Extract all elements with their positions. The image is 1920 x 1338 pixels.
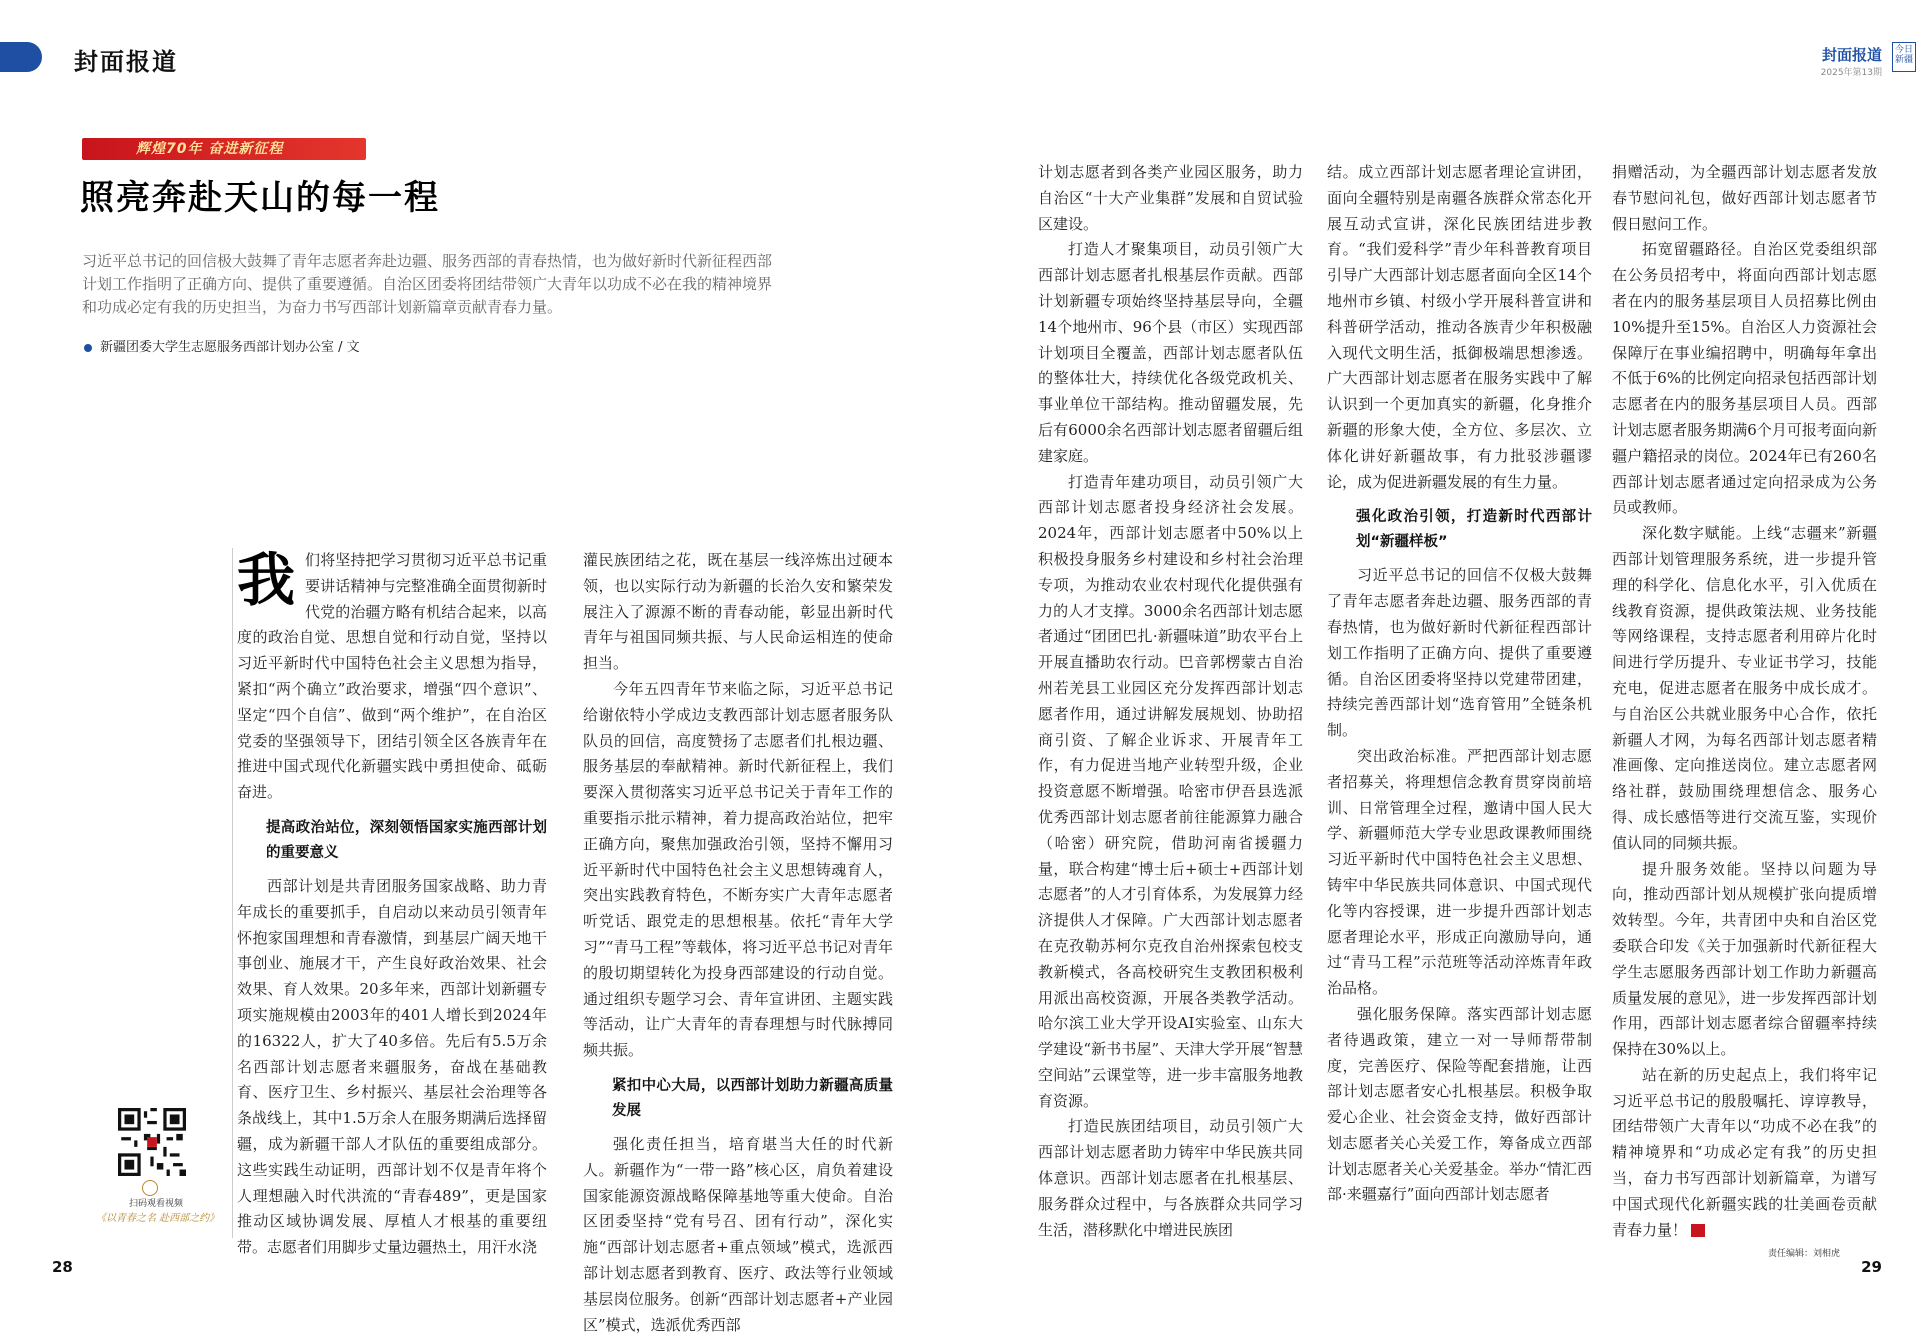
body-column-2: [583, 548, 893, 1334]
paragraph: 强化责任担当，培育堪当大任的时代新人。新疆作为“一带一路”核心区，肩负着建设国家能源资源战略保障基地等重大使命。自治区团委坚持“党有号召、团有行动”，深化实施“西部计划志愿者+重点领域”模式，选派西部计划志愿者到教育、医疗、政法等行业领域基层岗位服务。创新“西部计划志愿者+产业园区”模式，选派优秀西部: [583, 1134, 893, 1334]
qr-caption-line2: 《以青春之名 赴西部之约》: [96, 1213, 220, 1224]
article-headline: 照亮奔赴天山的每一程: [80, 178, 440, 218]
paragraph: 捐赠活动，为全疆西部计划志愿者发放春节慰问礼包，做好西部计划志愿者节假日慰问工作。: [1612, 163, 1877, 233]
banner-text: 辉煌70年 奋进新征程: [136, 141, 284, 157]
body-column-1: [237, 546, 547, 1257]
subheading: 强化政治引领，打造新时代西部计划“新疆样板”: [1356, 509, 1592, 551]
subheading: 紧扣中心大局，以西部计划助力新疆高质量发展: [612, 1077, 893, 1119]
subheading: 提高政治站位，深刻领悟国家实施西部计划的重要意义: [266, 819, 547, 861]
byline-text: 新疆团委大学生志愿服务西部计划办公室 / 文: [100, 340, 360, 355]
bullet-icon: [84, 344, 92, 352]
paragraph: 打造人才聚集项目，动员引领广大西部计划志愿者扎根基层作贡献。西部计划新疆专项始终坚持基层导向，全疆14个地州市、96个县（市区）实现西部计划项目全覆盖，西部计划志愿者队伍的整体壮大，持续优化各级党政机关、事业单位干部结构。推动留疆发展，先后有6000余名西部计划志愿者留疆后组建家庭。: [1038, 240, 1303, 465]
end-mark-icon: [1691, 1224, 1705, 1237]
paragraph: 打造青年建功项目，动员引领广大西部计划志愿者投身经济社会发展。2024年，西部计划志愿者中50%以上积极投身服务乡村建设和乡村社会治理专项，为推动农业农村现代化提供强有力的人才支撑。3000余名西部计划志愿者通过“团团巴扎·新疆味道”助农平台上开展直播助农行动。巴音郭楞蒙古自治州若羌县工业园区充分发挥西部计划志愿者作用，通过讲解发展规划、协助招商引资、了解企业诉求、开展青年工作，有力促进当地产业转型升级，企业投资意愿不断增强。哈密市伊吾县选派优秀西部计划志愿者前往能源算力融合（哈密）研究院，借助河南省援疆力量，联合构建“博士后+硕士+西部计划志愿者”的人才引育体系，为发展算力经济提供人才保障。广大西部计划志愿者在克孜勒苏柯尔克孜自治州探索包校支教新模式，各高校研究生支教团积极利用派出高校资源，开展各类教学活动。哈尔滨工业大学开设AI实验室、山东大学建设“新书书屋”、天津大学开展“智慧空间站”云课堂等，进一步丰富服务地教育资源。: [1038, 472, 1303, 1110]
qr-caption: [96, 1196, 220, 1224]
brand-name: 封面报道: [1821, 46, 1882, 64]
anniversary-banner: [82, 138, 366, 160]
paragraph: 突出政治标准。严把西部计划志愿者招募关，将理想信念教育贯穿岗前培训、日常管理全过程，邀请中国人民大学、新疆师范大学专业思政课教师围绕习近平新时代中国特色社会主义思想、铸牢中华民族共同体意识、中国式现代化等内容授课，进一步提升西部计划志愿者理论水平，形成正向激励导向，通过“青马工程”示范班等活动淬炼青年政治品格。: [1327, 746, 1592, 998]
paragraph: 计划志愿者到各类产业园区服务，助力自治区“十大产业集群”发展和自贸试验区建设。: [1038, 163, 1303, 233]
qr-caption-line1: 扫码观看视频: [128, 1199, 183, 1209]
magazine-brand: [1820, 44, 1913, 78]
magazine-logo: 今日新疆: [1892, 42, 1916, 72]
drop-cap: 我: [237, 546, 296, 614]
paragraph: 提升服务效能。坚持以问题为导向，推动西部计划从规模扩张向提质增效转型。今年，共青团中央和自治区党委联合印发《关于加强新时代新征程大学生志愿服务西部计划工作助力新疆高质量发展的意见》，进一步发挥西部计划作用，西部计划志愿者综合留疆率持续保持在30%以上。: [1612, 859, 1877, 1059]
issue-number: 2025年第13期: [1820, 68, 1882, 78]
page-number-left: 28: [52, 1258, 73, 1276]
paragraph-final: [1612, 1063, 1877, 1244]
qr-code-icon[interactable]: [118, 1108, 186, 1176]
final-text: 站在新的历史起点上，我们将牢记习近平总书记的殷殷嘱托、谆谆教导，团结带领广大青年以“功成不必在我”的精神境界和“功成必定有我”的历史担当，奋力书写西部计划新篇章，为谱写中国式现代化新疆实践的壮美画卷贡献青春力量！: [1612, 1065, 1877, 1239]
paragraph: 西部计划是共青团服务国家战略、助力青年成长的重要抓手，自启动以来动员引领青年怀抱家国理想和青春激情，到基层广阔天地干事创业、施展才干，产生良好政治效果、社会效果、育人效果。20多年来，西部计划新疆专项实施规模由2003年的401人增长到2024年的16322人，扩大了40多倍。先后有5.5万余名西部计划志愿者来疆服务，奋战在基础教育、医疗卫生、乡村振兴、基层社会治理等各条战线上，其中1.5万余人在服务期满后选择留疆，成为新疆干部人才队伍的重要组成部分。这些实践生动证明，西部计划不仅是青年将个人理想融入时代洪流的“青春489”，更是国家推动区域协调发展、厚植人才根基的重要纽带。志愿者们用脚步丈量边疆热土，用汗水浇: [237, 876, 547, 1257]
responsible-editor: 责任编辑：刘相虎: [1767, 1249, 1840, 1259]
body-column-5: [1612, 160, 1877, 1250]
paragraph: 灌民族团结之花，既在基层一线淬炼出过硬本领，也以实际行动为新疆的长治久安和繁荣发展注入了源源不断的青春动能，彰显出新时代青年与祖国同频共振、与人民命运相连的使命担当。: [583, 551, 893, 673]
column-divider: [232, 548, 233, 1238]
paragraph: 今年五四青年节来临之际，习近平总书记给谢依特小学成边支教西部计划志愿者服务队队员的回信，高度赞扬了志愿者们扎根边疆、服务基层的奉献精神。新时代新征程上，我们要深入贯彻落实习近平总书记关于青年工作的重要指示批示精神，着力提高政治站位，把牢正确方向，聚焦加强政治引领，坚持不懈用习近平新时代中国特色社会主义思想铸魂育人，突出实践教育特色，不断夯实广大青年志愿者听党话、跟党走的思想根基。依托“青年大学习”“青马工程”等载体，将习近平总书记对青年的殷切期望转化为投身西部建设的行动自觉。通过组织专题学习会、青年宣讲团、主题实践等活动，让广大青年的青春理想与时代脉搏同频共振。: [583, 679, 893, 1060]
paragraph: 拓宽留疆路径。自治区党委组织部在公务员招考中，将面向西部计划志愿者在内的服务基层项目人员招募比例由10%提升至15%。自治区人力资源社会保障厅在事业编招聘中，明确每年拿出不低于6%的比例定向招录包括西部计划志愿者在内的服务基层项目人员。西部计划志愿者服务期满6个月可报考面向新疆户籍招录的岗位。2024年已有260名西部计划志愿者通过定向招录成为公务员或教师。: [1612, 240, 1877, 517]
body-column-4: [1327, 160, 1592, 1240]
paragraph: 打造民族团结项目，动员引领广大西部计划志愿者助力铸牢中华民族共同体意识。西部计划志愿者在扎根基层、服务群众过程中，与各族群众共同学习生活，潜移默化中增进民族团: [1038, 1117, 1303, 1239]
section-title: 封面报道: [74, 47, 178, 76]
article-lede: 习近平总书记的回信极大鼓舞了青年志愿者奔赴边疆、服务西部的青春热情，也为做好新时代新征程西部计划工作指明了正确方向、提供了重要遵循。自治区团委将团结带领广大青年以功成不必在我的精神境界和功成必定有我的历史担当，为奋力书写西部计划新篇章贡献青春力量。: [82, 252, 773, 316]
play-icon[interactable]: [142, 1180, 158, 1196]
paragraph: 结。成立西部计划志愿者理论宣讲团，面向全疆特别是南疆各族群众常态化开展互动式宣讲，深化民族团结进步教育。“我们爱科学”青少年科普教育项目引导广大西部计划志愿者面向全区14个地州市乡镇、村级小学开展科普宣讲和科普研学活动，推动各族青少年积极融入现代文明生活，抵御极端思想渗透。广大西部计划志愿者在服务实践中了解认识到一个更加真实的新疆，化身推介新疆的形象大使，全方位、多层次、立体化讲好新疆故事，有力批驳涉疆谬论，成为促进新疆发展的有生力量。: [1327, 163, 1592, 491]
article-byline: [84, 336, 360, 355]
paragraph: 强化服务保障。落实西部计划志愿者待遇政策，建立一对一导师帮带制度，完善医疗、保险等配套措施，让西部计划志愿者安心扎根基层。积极争取爱心企业、社会资金支持，做好西部计划志愿者关心关爱工作，筹备成立西部计划志愿者关心关爱基金。举办“情汇西部·来疆嘉行”面向西部计划志愿者: [1327, 1004, 1592, 1204]
body-column-3: [1038, 160, 1303, 1240]
section-tab-marker: [0, 42, 42, 72]
paragraph: 们将坚持把学习贯彻习近平总书记重要讲话精神与完整准确全面贯彻新时代党的治疆方略有机结合起来，以高度的政治自觉、思想自觉和行动自觉，坚持以习近平新时代中国特色社会主义思想为指导，紧扣“两个确立”政治要求，增强“四个意识”、坚定“四个自信”、做到“两个维护”，在自治区党委的坚强领导下，团结引领全区各族青年在推进中国式现代化新疆实践中勇担使命、砥砺奋进。: [237, 551, 547, 802]
paragraph: 习近平总书记的回信不仅极大鼓舞了青年志愿者奔赴边疆、服务西部的青春热情，也为做好新时代新征程西部计划工作指明了正确方向、提供了重要遵循。自治区团委将坚持以党建带团建，持续完善西部计划“选育管用”全链条机制。: [1327, 566, 1592, 740]
paragraph: 深化数字赋能。上线“志疆来”新疆西部计划管理服务系统，进一步提升管理的科学化、信息化水平，引入优质在线教育资源，提供政策法规、业务技能等网络课程，支持志愿者利用碎片化时间进行学历提升、专业证书学习，技能充电，促进志愿者在服务中成长成才。与自治区公共就业服务中心合作，依托新疆人才网，为每名西部计划志愿者精准画像、定向推送岗位。建立志愿者网络社群，鼓励围绕理想信念、服务心得、成长感悟等进行交流互鉴，实现价值认同的同频共振。: [1612, 524, 1877, 852]
page-number-right: 29: [1861, 1258, 1882, 1276]
